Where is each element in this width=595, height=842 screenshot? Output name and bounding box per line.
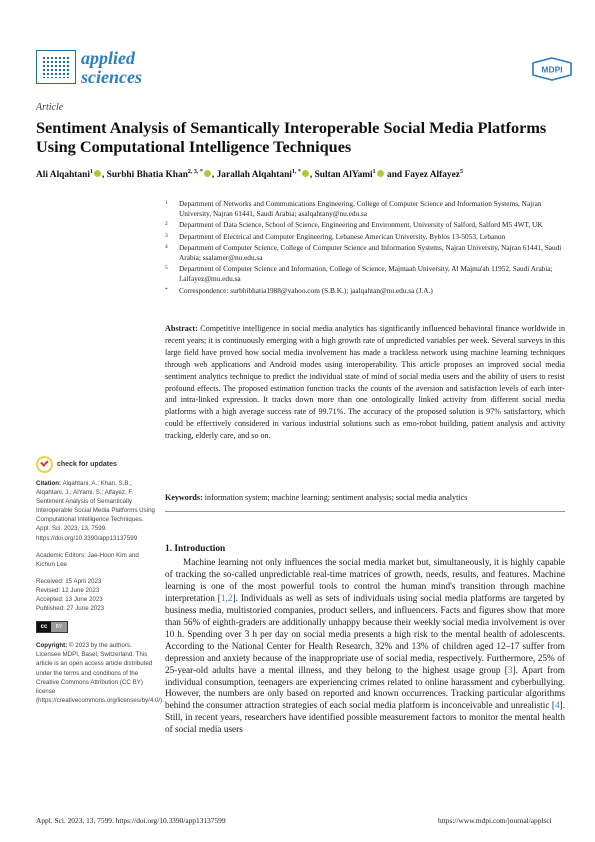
copyright-block: [36, 641, 164, 705]
affiliation-item: [165, 232, 565, 242]
correspondence: [165, 286, 565, 296]
citation-label: Citation:: [36, 480, 62, 487]
affiliation-number: 1: [165, 200, 168, 206]
keywords-text: information system; machine learning; sentiment analysis; social media analytics: [204, 493, 468, 502]
citation-text[interactable]: Alqahtani, A.; Khan, S.B.; Alqahtani, J.; AlYami, S.; Alfayez, F. Sentiment Analysis of Semantically Interoperable Social Media Platforms Using Computational Intelligence Techniques. Appl. Sci. 2023, 13, 7599. https://doi.org/10.3390/app13137599: [36, 480, 155, 542]
affiliation-text: Department of Computer Science and Information, College of Science, Majmaah University, Al Majma'ah 11952, Saudi Arabia; f.alfayez@mu.edu.sa: [179, 264, 553, 284]
check-for-updates-button[interactable]: [36, 456, 158, 473]
publisher-name: MDPI: [541, 64, 563, 75]
accepted-date: Accepted: 13 June 2023: [36, 596, 103, 604]
citation-block: [36, 479, 158, 543]
author-name[interactable]: Surbhi Bhatia Khan: [106, 170, 188, 181]
correspondence-text[interactable]: Correspondence: surbhibhatia1988@yahoo.com (S.B.K.); jaalqahtan@nu.edu.sa (J.A.): [179, 285, 433, 295]
section-divider: [165, 511, 565, 512]
footer-journal-url[interactable]: https://www.mdpi.com/journal/applsci: [438, 816, 552, 825]
paragraph-text: Machine learning not only influences the social media market but, simultaneously, it is highly capable of tracking the so-called unpredictable real-time matrices of growth, needs, results, and features. Machine learning is one of the most powerful tools to control the human mind's transition through machine interpretation [: [165, 558, 565, 604]
dates-block: [36, 577, 158, 613]
paragraph-text: ]. Individuals as well as sets of individuals using social media platforms are targeted by business media, multistoried companies, product sellers, and influencers. Facts and figures show that more than 56% of eighth-graders are additionally unhappy because their weekly social media involvement is over 10 h. Spending over 3 h per day on social media presents a high risk to the mental health of adolescents. According to the National Center for Health Research, 32% and 13% of children aged 12–17 suffer from depression and anxiety because of the inappropriate use of social media, respectively. Furthermore, 25% of 25-year-old adults have a mental illness, and they belong to the highest usage group [: [165, 593, 565, 676]
author-name[interactable]: Jarallah Alqahtani: [216, 170, 292, 181]
citation-link[interactable]: 1,2: [220, 593, 233, 604]
footer-citation[interactable]: Appl. Sci. 2023, 13, 7599. https://doi.org/10.3390/app13137599: [36, 816, 226, 825]
author-name[interactable]: Fayez Alfayez: [404, 170, 460, 181]
affiliations: [165, 199, 565, 297]
affiliation-text: Department of Computer Science, College of Computer Science and Information Systems, Najran University, Najran 61441, Saudi Arabia; ssalamer@nu.edu.sa: [179, 242, 562, 263]
author-affiliation-mark: 5: [459, 169, 463, 175]
introduction-paragraph: [165, 558, 565, 737]
affiliation-number: 2: [165, 221, 168, 228]
citation-link[interactable]: 3: [507, 665, 513, 676]
check-updates-label: check for updates: [57, 460, 117, 468]
copyright-text: © 2023 by the authors. Licensee MDPI, Basel, Switzerland. This article is an open access article distributed under the terms and conditions of the Creative Commons Attribution (CC BY) license (https://creativecommons.org/licenses/by/4.0/).: [36, 642, 164, 704]
published-date: Published: 27 June 2023: [36, 605, 105, 613]
side-column: [36, 456, 164, 713]
mdpi-logo-icon: [531, 57, 573, 81]
author-name[interactable]: Ali Alqahtani: [36, 170, 90, 181]
abstract-label: Abstract:: [165, 324, 198, 333]
affiliation-item: [165, 220, 565, 230]
journal-name-line2: sciences: [81, 67, 142, 87]
affiliation-text: Department of Data Science, School of Science, Engineering and Environment, University of Salford, Salford M5 4WT, UK: [179, 220, 543, 230]
revised-date: Revised: 12 June 2023: [36, 586, 100, 594]
journal-name: [81, 49, 142, 87]
orcid-icon[interactable]: [377, 170, 384, 177]
cc-license-icon[interactable]: cc BY: [36, 621, 68, 633]
abstract-text: Competitive intelligence in social media analytics has significantly influenced behavioral finance worldwide in recent years; it is continuously emerging with a high growth rate of unpredicted variables per week. Several surveys in this large field have proved how social media involvement has made a trackless network using machine learning techniques through web applications and Android modes using interoperability. This article proposes an improved social media sentiment analytics technique to predict the individual state of mind of social media users and the ability of users to resist profound effects. The proposed estimation function tracks the counts of the aversion and satisfaction levels of each inter- and intra-linked expression. It tracks down more than one ontologically linked activity from different social media platforms with a high average success rate of 99.71%. The accuracy of the proposed solution is 97% satisfactory, which could be effectively considered in various industrial solutions such as emo-robot building, patient analysis and activity tracking, elderly care, and so on.: [165, 324, 565, 441]
received-date: Received: 15 April 2023: [36, 577, 102, 585]
author-affiliation-mark: 1: [372, 169, 376, 175]
abstract: [165, 323, 565, 442]
affiliation-text: Department of Electrical and Computer Engineering, Lebanese American University, Byblos 13-5053, Lebanon: [179, 231, 506, 241]
keywords: [165, 492, 565, 503]
affiliation-item: [165, 264, 565, 284]
affiliation-text: Department of Networks and Communications Engineering, College of Computer Science and Information Systems, Najran University, Najran 61441, Saudi Arabia; asalqahtany@nu.edu.sa: [179, 199, 542, 219]
orcid-icon[interactable]: [204, 170, 211, 177]
paragraph-text: ]. Apart from individual consumption, teenagers are experiencing crimes related to online harassment and cyberbullying. However, the numbers are only based on reported and known occurrences. Tracking particular algorithms behind the consumer attraction strategies of each social media platform is inconceivable and unrealistic [: [165, 665, 565, 712]
section-heading: 1. Introduction: [165, 544, 226, 554]
citation-link[interactable]: 4: [554, 701, 560, 712]
check-updates-icon: [36, 456, 53, 473]
author-affiliation-mark: 2, 3, *: [187, 169, 203, 175]
academic-editors: Academic Editors: Jae-Hoon Kim and Kichun Lee: [36, 551, 139, 568]
journal-logo-icon: [36, 50, 76, 84]
affiliation-number: *: [165, 286, 168, 293]
author-name[interactable]: Sultan AlYami: [314, 170, 373, 181]
author-list: Ali Alqahtani$^1$ , Surbhi Bhatia Khan$^{2, 3, *}$ , Jarallah Alqahtani$^{1, *}$ , Sultan AlYami$^1$ and Fayez Alfayez$^5$: [36, 169, 463, 181]
orcid-icon[interactable]: [302, 170, 309, 177]
author-affiliation-mark: 1: [89, 169, 93, 175]
article-type: Article: [36, 102, 64, 113]
journal-name-line1: applied: [81, 48, 135, 68]
copyright-label: Copyright:: [36, 642, 68, 650]
affiliation-number: 4: [165, 243, 168, 250]
orcid-icon[interactable]: [94, 170, 101, 177]
affiliation-number: 5: [165, 265, 168, 272]
keywords-label: Keywords:: [165, 493, 203, 502]
affiliation-item: [165, 243, 565, 263]
affiliation-item: [165, 199, 565, 219]
paragraph-text: ]. Still, in recent years, researchers have identified possible measurement factors to monitor the mental health of social media users: [165, 701, 565, 736]
paper-title: Sentiment Analysis of Semantically Interoperable Social Media Platforms Using Computational Intelligence Techniques: [36, 118, 547, 156]
author-affiliation-mark: 1, *: [291, 169, 301, 175]
affiliation-number: 3: [165, 232, 168, 239]
